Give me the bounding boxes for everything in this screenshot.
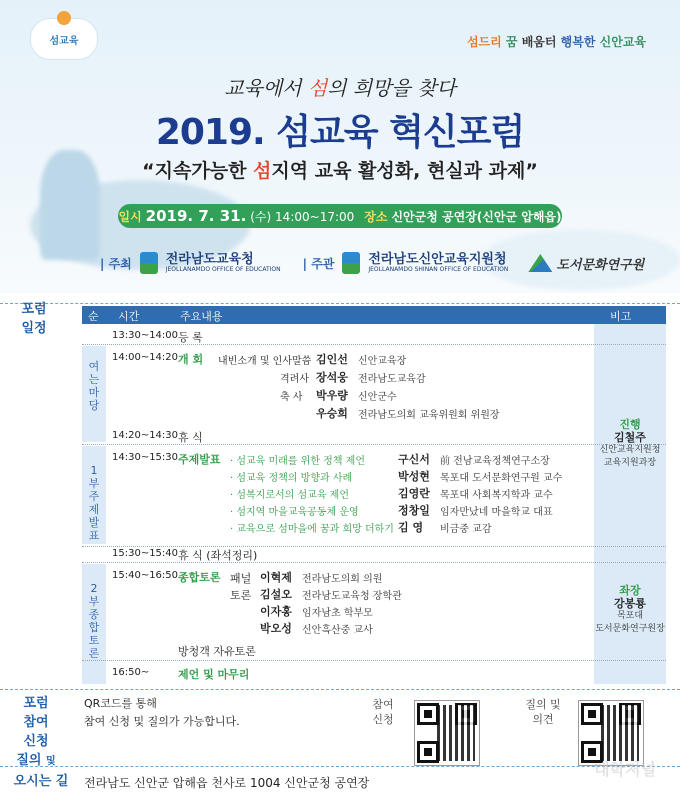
speaker-affiliation: 목포대 사회복지학과 교수 [440,490,553,501]
register-label-and: 및 [45,756,56,767]
qr-label-line: 의견 [532,713,554,726]
col-content: 주요내용 [180,310,223,323]
panelist-affiliation: 임자남초 학부모 [302,608,373,619]
col-time: 시간 [118,310,140,323]
chair-note [594,584,666,636]
group-label: 1부 주제발표 [88,464,100,542]
directions-section-label: 오시는 길 [13,774,69,789]
speaker-affiliation: 前 전남교육정책연구소장 [440,456,550,467]
row-time: 14:30~15:30 [112,452,179,463]
speaker-name: 김영란 [398,487,430,500]
note-affiliation: 교육지원과장 [603,458,657,468]
speaker-name: 장석웅 [316,371,348,384]
subtitle-part: 교육에서 [224,76,308,100]
opening-role: 축 사 [280,392,303,403]
note-name: 김철주 [614,431,646,444]
register-label-line: 포럼 [23,696,49,711]
row-time: 13:30~14:00 [112,330,179,341]
forum-theme [0,156,680,183]
row-time: 15:40~16:50 [112,570,179,581]
hero-banner [0,0,680,293]
theme-part: “지속가능한 [142,160,254,182]
subtitle-part: 의 희망을 찾다 [327,76,456,100]
opening-role: 내빈소개 및 인사말씀 [218,356,312,367]
date-value: 2019. 7. 31. [145,207,247,225]
theme-highlight: 섬 [253,160,272,182]
register-label-line: 질의 [16,753,42,768]
theme-part: 지역 교육 활성화, 현실과 과제” [271,160,538,182]
slogan-word: 꿈 [505,35,518,49]
speaker-name: 구신서 [398,453,430,466]
register-label-line: 신청 [23,734,49,749]
row-divider [82,444,666,445]
table-header [82,306,666,324]
slogan [467,33,646,50]
panelist-affiliation: 신안흑산중 교사 [302,625,373,636]
col-no: 순 [88,310,99,323]
row-session: 주제발표 [178,453,221,466]
row-divider [82,344,666,345]
topic-item: · 섬교육 정책의 방향과 사례 [230,473,353,484]
panel-label: 토론 [230,589,252,602]
time-value: (수) 14:00~17:00 [250,209,355,224]
panelist-name: 김설오 [260,588,292,601]
schedule-section-label: 포럼 일정 [21,302,47,336]
row-session: 등 록 [178,331,203,344]
register-section-label [14,694,58,771]
row-session: 종합토론 [178,571,221,584]
organizer-label: 주관 [311,256,335,271]
qr-label-line: 질의 및 [525,698,561,711]
panelist-name: 박오성 [260,622,292,635]
speaker-name: 정창일 [398,504,430,517]
note-role: 좌장 [619,584,641,597]
speaker-affiliation: 목포대 도서문화연구원 교수 [440,473,563,484]
speaker-name: 박우량 [316,389,348,402]
qr-label-register [366,697,400,727]
note-name: 강봉룡 [614,597,646,610]
panelist-affiliation: 전라남도교육청 장학관 [302,591,402,602]
organizers [100,248,644,278]
directions-address: 전라남도 신안군 압해읍 천사로 1004 신안군청 공연장 [84,776,370,790]
speaker-affiliation: 전라남도의회 교육위원회 위원장 [358,410,500,421]
speaker-affiliation: 비금중 교감 [440,524,492,535]
logo-text: 섬교육 [49,35,79,47]
qr-finder [417,741,439,763]
host-name: 전라남도교육청 [165,252,254,268]
panelist-name: 이혁제 [260,571,292,584]
row-time: 15:30~15:40 [112,548,179,559]
row-session: 휴 식 [178,431,203,444]
qr-modules [601,705,639,761]
host-org [166,253,281,273]
place-value: 신안군청 공연장(신안군 압해읍) [391,209,562,224]
topic-item: · 섬복지로서의 섬교육 제언 [230,490,349,501]
qr-modules [437,705,475,761]
speaker-affiliation: 전라남도교육감 [358,374,426,385]
speaker-name: 우승희 [316,407,348,420]
mountain-logo-icon [528,254,552,272]
qr-code-register[interactable] [414,700,480,766]
shinan-office-logo-icon [342,252,360,274]
note-affiliation: 목포대 [616,611,644,621]
qr-finder [581,703,603,725]
panel-label: 패널 [230,572,252,585]
row-time: 14:00~14:20 [112,352,179,363]
opening-role: 격려사 [280,374,309,385]
host-en: JEOLLANAMDO OFFICE OF EDUCATION [165,265,281,273]
slogan-word: 신안교육 [599,35,646,49]
qr-label-line: 신청 [372,713,394,726]
row-divider [82,660,666,661]
qr-label-question [522,697,564,727]
topic-item: · 섬지역 마을교육공동체 운영 [230,507,359,518]
register-line: 참여 신청 및 질의가 가능합니다. [84,715,240,728]
date-place-bar [118,204,562,228]
host-label: 주최 [108,256,132,271]
group-label: 2부 종합토론 [88,582,100,660]
speaker-name: 김 영 [398,521,424,534]
divider [0,766,680,767]
subtitle-highlight: 섬 [307,76,328,100]
host-tag: | 주최 [100,256,132,271]
row-session: 휴 식 (좌석정리) [178,549,258,562]
institute-name: 도서문화연구원 [556,257,645,273]
slogan-word: 배움터 [521,35,557,49]
organizer-name: 전라남도신안교육지원청 [368,252,507,268]
divider [0,303,680,304]
speaker-affiliation: 신안군수 [358,392,397,403]
row-session: 제언 및 마무리 [178,668,250,681]
shinan-education-logo [30,18,98,60]
note-affiliation: 신안교육지원청 [599,445,661,455]
sun-icon [57,11,71,25]
register-instructions [84,695,240,731]
panelist-affiliation: 전라남도의회 의원 [302,574,383,585]
speaker-name: 박성현 [398,470,430,483]
moderator-note [594,418,666,470]
row-divider [82,562,666,563]
divider [0,689,680,690]
subtitle [0,72,680,101]
qr-label-line: 참여 [372,698,394,711]
row-time: 16:50~ [112,667,150,678]
organizer-en: JEOLLANAMDO SHINAN OFFICE OF EDUCATION [368,265,509,273]
watermark: 대학저널 [594,760,656,779]
row-session: 방청객 자유토론 [178,645,256,658]
topic-item: · 교육으로 섬마을에 꿈과 희망 더하기 [230,524,394,535]
row-session: 개 회 [178,353,204,366]
place-label: 장소 [364,209,388,224]
speaker-affiliation: 신안교육장 [358,356,407,367]
schedule-table [82,306,666,684]
speaker-affiliation: 임자만났네 마을학교 대표 [440,507,553,518]
row-divider [82,546,666,547]
qr-finder [417,703,439,725]
register-line: QR코드를 통해 [84,697,157,710]
note-role: 진행 [619,418,641,431]
organizer-tag: | 주관 [302,256,335,271]
slogan-word: 섬드리 [466,35,502,49]
panelist-name: 이자홍 [260,605,292,618]
note-affiliation: 도서문화연구원장 [595,624,665,634]
group-label: 여는마당 [88,360,100,412]
island-culture-institute [528,254,644,273]
topic-item: · 섬교육 미래를 위한 정책 제언 [230,456,365,467]
date-label: 일시 [118,209,142,224]
page-title: 2019. 섬교육 혁신포럼 [155,112,525,153]
col-note: 비고 [610,310,632,323]
slogan-word: 행복한 [560,35,596,49]
speaker-name: 김인선 [316,353,348,366]
education-office-logo-icon [140,252,158,274]
row-time: 14:20~14:30 [112,430,179,441]
organizer-org [368,253,508,273]
register-label-line: 참여 [23,715,49,730]
